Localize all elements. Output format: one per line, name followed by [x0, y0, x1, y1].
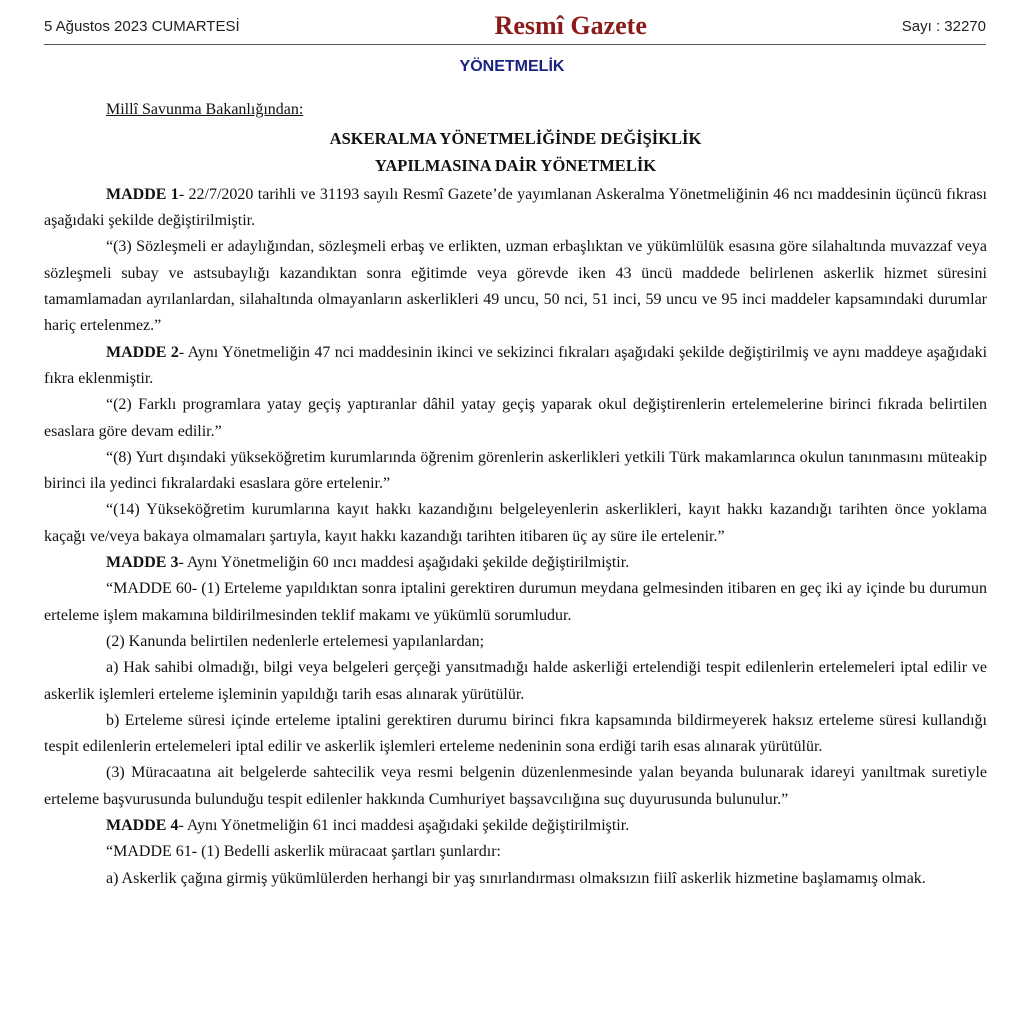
paragraph-text: “(3) Sözleşmeli er adaylığından, sözleşmeli erbaş ve erlikten, uzman erbaşlıktan ve yükümlülük esasına göre silahaltında muvazzaf veya sözleşmeli subay ve astsubaylığı kazandıktan sonra eğitimde veya görevde iken 43 üncü maddede belirlenen askerlik hizmet süresini tamamlamadan ayrılanlardan, silahaltında olmayanların askerlikleri 49 uncu, 50 nci, 51 inci, 59 uncu ve 95 inci maddeler kapsamındaki durumlar hariç ertelenmez.” — [44, 238, 987, 335]
article-paragraph — [44, 340, 987, 393]
article-number: MADDE 4 — [106, 817, 179, 835]
article-number: MADDE 1 — [106, 185, 179, 203]
article-number: MADDE 2 — [106, 343, 179, 361]
body-paragraph — [44, 760, 987, 813]
body-paragraph — [44, 576, 987, 629]
paragraph-text: a) Askerlik çağına girmiş yükümlülerden herhangi bir yaş sınırlandırması olmaksızın fiilî askerlik hizmetine başlamamış olmak. — [106, 869, 926, 887]
regulation-title-line: YAPILMASINA DAİR YÖNETMELİK — [374, 155, 657, 175]
article-number: MADDE 3 — [106, 554, 179, 572]
paragraph-text: “MADDE 61- (1) Bedelli askerlik müracaat şartları şunlardır: — [106, 843, 501, 861]
paragraph-text: b) Erteleme süresi içinde erteleme iptalini gerektiren durumu birinci fıkra kapsamında bildirmeyerek haksız erteleme süresi kullandığı tespit edilenlerin ertelemeleri iptal edilir ve askerlik işlemleri erteleme nedeninin sona erdiği tarih esas alınarak yürütülür. — [44, 711, 987, 756]
body-paragraph — [44, 392, 987, 445]
body-paragraph — [44, 629, 987, 655]
body-paragraph — [44, 708, 987, 761]
paragraph-list — [44, 182, 987, 892]
issue-number: Sayı : 32270 — [901, 17, 986, 35]
body-paragraph — [44, 497, 987, 550]
paragraph-text: - Aynı Yönetmeliğin 47 nci maddesinin ikinci ve sekizinci fıkraları aşağıdaki şekilde değiştirilmiş ve aynı maddeye aşağıdaki fıkra eklenmiştir. — [44, 343, 988, 387]
paragraph-text: a) Hak sahibi olmadığı, bilgi veya belgeleri gerçeği yansıtmadığı halde askerliği ertelendiği tespit edilenlerin ertelemeleri iptal edilir ve askerlik işlemleri erteleme işleminin yapıldığı tarih esas alınarak yürütülür. — [44, 659, 987, 703]
issue-date: 5 Ağustos 2023 CUMARTESİ — [44, 17, 240, 35]
paragraph-text: - 22/7/2020 tarihli ve 31193 sayılı Resmî Gazete’de yayımlanan Askeralma Yönetmeliğinin 46 ncı maddesinin üçüncü fıkrası aşağıdaki şekilde değiştirilmiştir. — [44, 185, 987, 230]
paragraph-text: - Aynı Yönetmeliğin 61 inci maddesi aşağıdaki şekilde değiştirilmiştir. — [178, 817, 630, 835]
paragraph-text: “MADDE 60- (1) Erteleme yapıldıktan sonra iptalini gerektiren durumun meydana gelmesinden itibaren en geç iki ay içinde bu durumun erteleme işlem makamına bildirilmesinden teklif makamı ve yükümlü sorumludur. — [44, 580, 987, 624]
paragraph-text: (2) Kanunda belirtilen nedenlerle ertelemesi yapılanlardan; — [106, 632, 485, 650]
issuing-ministry: Millî Savunma Bakanlığından: — [106, 101, 304, 118]
body-paragraph — [44, 655, 987, 708]
article-paragraph — [44, 182, 987, 235]
article-paragraph — [44, 813, 987, 839]
paragraph-text: “(14) Yükseköğretim kurumlarına kayıt hakkı kazandığını belgeleyenlerin askerlikleri, kayıt hakkı kazandığı tarihten önce yoklama kaçağı ve/veya bakaya olmamaları şartıyla, kayıt hakkı kazandığı tarihten itibaren üç ay süre ile ertelenir.” — [44, 501, 987, 545]
section-heading: YÖNETMELİK — [459, 58, 565, 75]
paragraph-text: (3) Müracaatına ait belgelerde sahtecilik veya resmi belgenin düzenlenmesinde yalan beyanda bulunarak idareyi yanıltmak suretiyle erteleme başvurusunda bulunduğu tespit edilenler hakkında Cumhuriyet başsavcılığına suç duyurusunda bulunulur.” — [44, 764, 987, 808]
body-paragraph — [44, 234, 987, 339]
paragraph-text: - Aynı Yönetmeliğin 60 ıncı maddesi aşağıdaki şekilde değiştirilmiştir. — [178, 554, 630, 572]
paragraph-text: “(8) Yurt dışındaki yükseköğretim kurumlarında öğrenim görenlerin askerlikleri yetkili Türk makamlarınca okulun tanınmasını müteakip birinci ila yedinci fıkralardaki esaslara göre ertelenir.” — [44, 448, 987, 493]
gazette-title: Resmî Gazete — [494, 11, 647, 40]
gazette-header — [44, 8, 986, 45]
body-paragraph — [44, 445, 987, 498]
regulation-title — [44, 126, 987, 179]
regulation-title-line: ASKERALMA YÖNETMELİĞİNDE DEĞİŞİKLİK — [329, 129, 702, 149]
body-paragraph — [44, 866, 987, 892]
paragraph-text: “(2) Farklı programlara yatay geçiş yaptıranlar dâhil yatay geçiş yaparak okul değiştirenlerin ertelemelerine birinci fıkrada belirtilen esaslara göre devam edilir.” — [44, 396, 987, 440]
body-paragraph — [44, 839, 987, 865]
article-paragraph — [44, 550, 987, 576]
regulation-document — [44, 97, 987, 892]
